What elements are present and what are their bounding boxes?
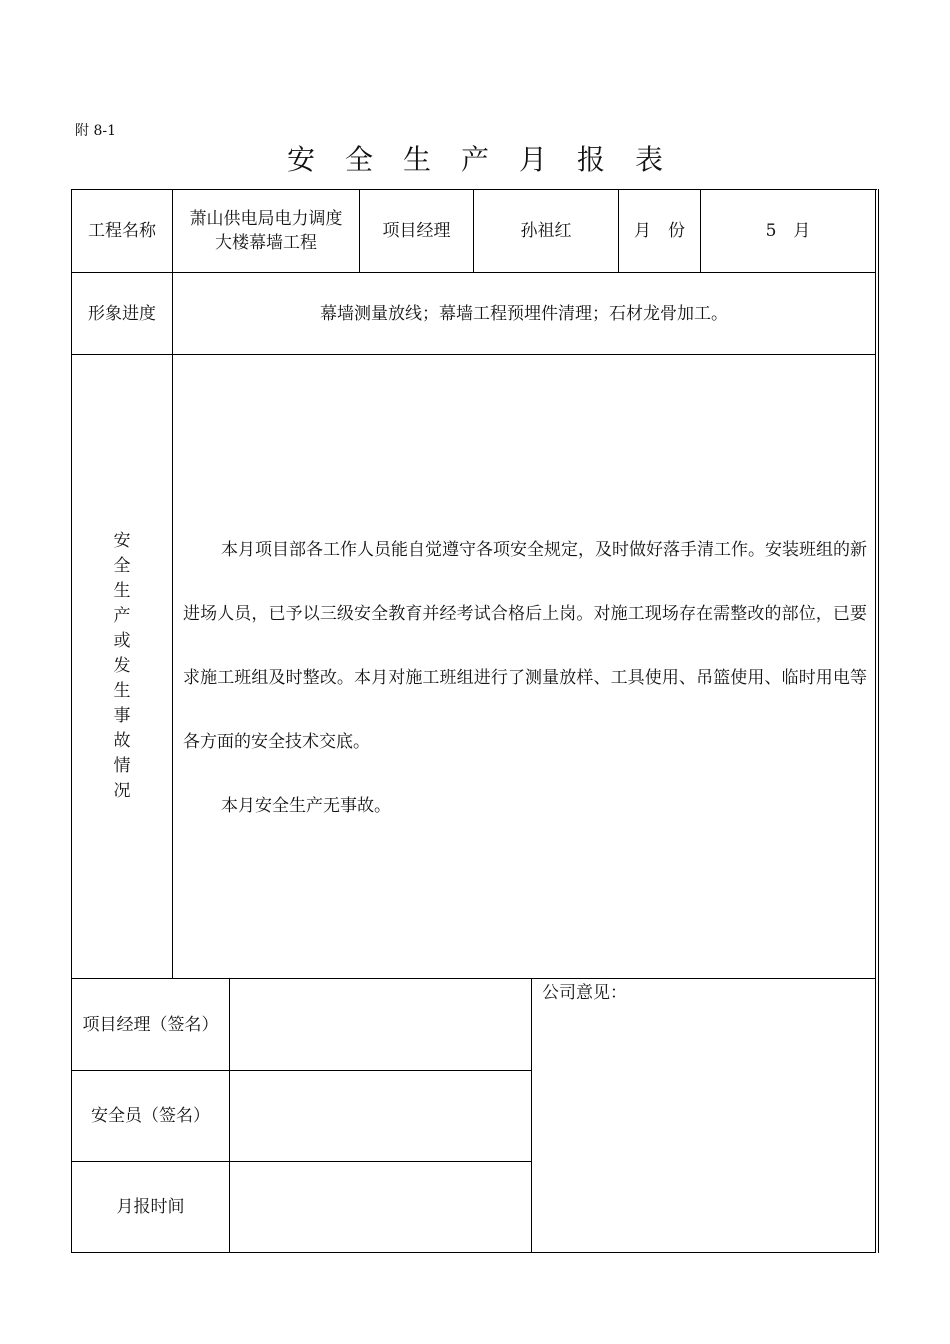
manager-value: 孙祖红 [474, 190, 619, 273]
safety-content-text [183, 518, 867, 838]
safety-officer-sign-field[interactable] [230, 1071, 532, 1162]
safety-paragraph-1: 本月项目部各工作人员能自觉遵守各项安全规定，及时做好落手清工作。安装班组的新进场人员，已予以三级安全教育并经考试合格后上岗。对施工现场存在需整改的部位，已要求施工班组及时整改。本月对施工班组进行了测量放样、工具使用、吊篮使用、临时用电等各方面的安全技术交底。 [183, 540, 867, 752]
page-title: 安全生产月报表 [286, 143, 693, 176]
project-name-label: 工程名称 [72, 190, 173, 273]
month-value: 5 月 [701, 190, 876, 273]
manager-sign-field[interactable] [230, 979, 532, 1071]
report-time-label: 月报时间 [72, 1162, 230, 1253]
outer-border-line [878, 189, 879, 1253]
company-opinion-box[interactable] [532, 979, 876, 1253]
safety-paragraph-2: 本月安全生产无事故。 [221, 796, 391, 816]
attachment-number: 附 8-1 [75, 123, 116, 139]
safety-content [173, 355, 876, 979]
project-name-text: 萧山供电局电力调度大楼幕墙工程 [189, 209, 343, 253]
safety-label-text: 安全生产或发生事故情况 [113, 531, 131, 801]
manager-label: 项目经理 [360, 190, 474, 273]
month-label: 月 份 [619, 190, 701, 273]
safety-officer-sign-label: 安全员（签名） [72, 1071, 230, 1162]
report-table [71, 189, 877, 1253]
project-name-value [173, 190, 360, 273]
safety-label [72, 355, 173, 979]
progress-label: 形象进度 [72, 273, 173, 355]
manager-sign-label: 项目经理（签名） [72, 979, 230, 1071]
progress-value: 幕墙测量放线；幕墙工程预埋件清理；石材龙骨加工。 [173, 273, 876, 355]
report-time-field[interactable] [230, 1162, 532, 1253]
company-opinion-label: 公司意见： [542, 983, 627, 1003]
